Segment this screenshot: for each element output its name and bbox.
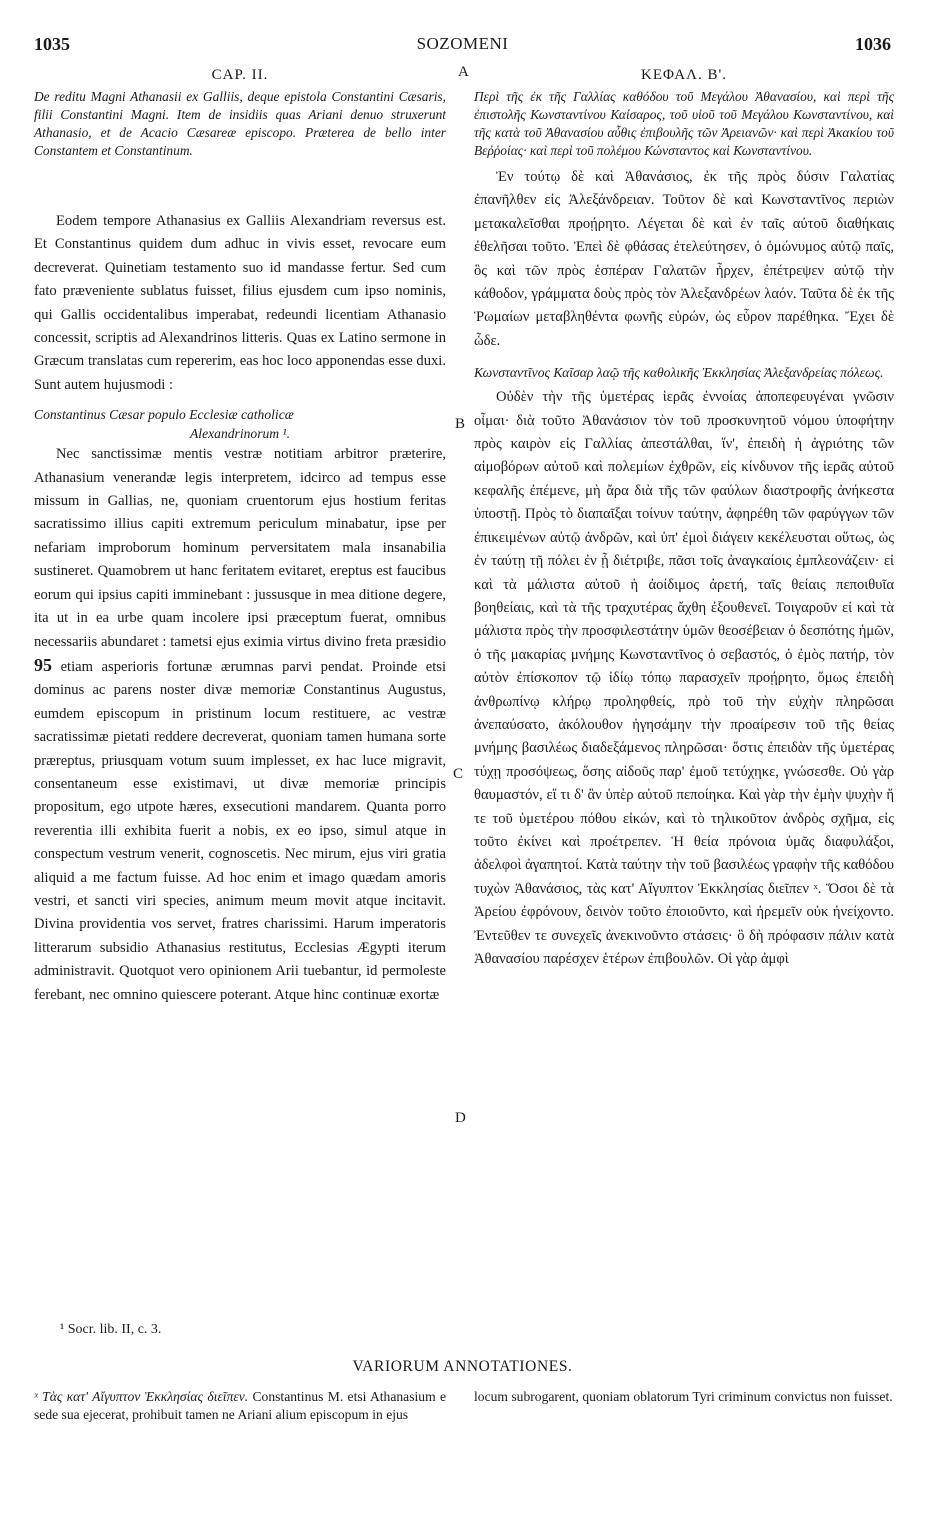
page-marker: 95 bbox=[34, 654, 52, 675]
chapter-summary-latin: De reditu Magni Athanasii ex Galliis, deque epistola Constantini Cæsaris, filii Constantini Magni. Item de insidiis quas Ariani denuo struxerunt Athanasio, et de Acacio Cæsareæ episcopo. Præterea de bello inter Constantem et Constantinum. bbox=[34, 89, 446, 158]
chapter-heading-greek: ΚΕΦΑΛ. Β'. bbox=[641, 67, 727, 83]
latin-paragraph-2 bbox=[34, 443, 446, 1007]
annotation-left bbox=[34, 1388, 446, 1423]
running-title: SOZOMENI bbox=[416, 34, 509, 53]
greek-letter-address: Κωνσταντῖνος Καῖσαρ λαῷ τῆς καθολικῆς Ἐκκλησίας Ἀλεξανδρείας πόλεως. bbox=[474, 365, 884, 381]
latin-paragraph-1: Eodem tempore Athanasius ex Galliis Alexandriam reversus est. Et Constantinus quidem dum adhuc in vivis esset, revocare eum decreverat. Quinetiam testamento suo id mandasse fertur. Sed cum fato præveniente sublatus fuisset, filius ejusdem cum ipso nominis, qui Gallis occidentalibus imperabat, redeundi licentiam Athanasio concessit, scriptis ad Alexandrinos litteris. Quas ex Latino sermone in Græcum translatas cum repererim, eas hoc loco apponendas esse duxi. Sunt autem hujusmodi : bbox=[34, 213, 446, 393]
annotation-right: locum subrogarent, quoniam oblatorum Tyri criminum convictus non fuisset. bbox=[474, 1389, 893, 1404]
margin-letter-a: A bbox=[458, 64, 469, 80]
footnote: ¹ Socr. lib. II, c. 3. bbox=[60, 1322, 162, 1337]
page-number-left: 1035 bbox=[34, 34, 70, 54]
page-number-right: 1036 bbox=[855, 34, 891, 54]
margin-letter-d: D bbox=[455, 1110, 466, 1126]
latin-letter-address: Constantinus Cæsar populo Ecclesiæ catholicæ bbox=[34, 407, 294, 423]
greek-column bbox=[474, 64, 894, 971]
greek-paragraph-1: Ἐν τούτῳ δὲ καὶ Ἀθανάσιος, ἐκ τῆς πρὸς δύσιν Γαλατίας ἐπανῆλθεν εἰς Ἀλεξάνδρειαν. Τοῦτον δὲ καὶ Κωνσταντῖνος περιὼν μετακαλεῖσθαι προῄρητο. Λέγεται δὲ καὶ ἐν ταῖς αὐτοῦ διαθήκαις ἐθελῆσαι τοῦτο. Ἐπεὶ δὲ φθάσας ἐτελεύτησεν, ὁ ὁμώνυμος αὐτῷ παῖς, ὃς καὶ τῶν πρὸς ἑσπέραν Γαλατῶν ἦρχεν, ἐπέτρεψεν αὐτῷ τὴν κάθοδον, γράμματα δοὺς πρὸς τὸν Ἀλεξανδρέων λαόν. Ταῦτα δὲ ἐκ τῆς Ῥωμαίων μεταβληθέντα φωνῆς εὑρών, ὡς εὗρον παρέθηκα. Ἔχει δὲ ὧδε. bbox=[474, 169, 894, 349]
latin-paragraph-2a: Nec sanctissimæ mentis vestræ notitiam arbitror præterire, Athanasium venerandæ legis interpretem, idcirco ad tempus esse missum in Gallias, ne, quoniam cruentorum ejus hostium feritas sacratissimo illius capiti extremum periculum minabatur, ipse per nefariam improborum hominum perversitatem mala insanabilia sustineret. Quamobrem ut hanc feritatem evitaret, ereptus est faucibus eorum qui ipsius capiti imminebant : jussusque in mea ditione degere, ita ut in ea urbe quam incolere ipsi præceptum fuerat, omnibus necessariis abundaret : tametsi ejus eximia virtus divino freta præsidio bbox=[34, 446, 446, 650]
greek-paragraph-2: Οὐδὲν τὴν τῆς ὑμετέρας ἱερᾶς ἐννοίας ἀποπεφευγέναι γνῶσιν οἶμαι· διὰ τοῦτο Ἀθανάσιον τὸν τοῦ προσκυνητοῦ νόμου ὑποφήτην πρὸς καιρὸν εἰς Γαλλίας ἀπεστάλθαι, ἵν', ἐπειδὴ ἡ ἀγριότης τῶν αἱμοβόρων αὐτοῦ καὶ πολεμίων ἐχθρῶν, εἰς κίνδυνον τῆς ἱερᾶς αὐτοῦ κεφαλῆς ἐπέμενε, μὴ ἄρα διὰ τῆς τῶν φαύλων διαστροφῆς ἀνήκεστα ὑποστῇ. Πρὸς τὸ διαπαῖξαι τοίνυν ταύτην, ἀφηρέθη τῶν φαρύγγων τῶν ἐπικειμένων αὐτῷ ἀνδρῶν, καὶ ὑπ' ἐμοὶ διάγειν κεκέλευσται οὕτως, ὡς ἐν ταύτῃ τῇ πόλει ἐν ᾗ διέτριβε, πᾶσι τοῖς ἀναγκαίοις ἐμπλεονάζειν· εἰ καὶ τὰ μάλιστα αὐτοῦ ἡ ἀοίδιμος ἀρετή, ταῖς θείαις πεποιθυῖα βοηθείαις, καὶ τὰ τῆς τραχυτέρας ἄχθη ἐξουθενεῖ. Τοιγαροῦν εἰ καὶ τὰ μάλιστα πρὸς τὴν προσφιλεστάτην ὑμῶν θεοσέβειαν ὁ δεσπότης ἡμῶν, ὁ τῆς μακαρίας μνήμης Κωνσταντῖνος ὁ σεβαστός, ὁ ἐμὸς πατήρ, τὸν αὐτὸν ἐπίσκοπον τῷ ἰδίῳ τόπῳ παρασχεῖν προῄρητο, ὅμως ἐπειδὴ ἀνθρωπίνῳ κλήρῳ προληφθείς, πρὸ τοῦ τὴν εὐχὴν πληρῶσαι ἀνεπαύσατο, ἀκόλουθον ἡγησάμην τὴν προαίρεσιν τοῦ τῆς θείας μνήμης βασιλέως διαδεξάμενος πληρῶσαι· ὅστις ἐπειδὰν τῆς ὑμετέρας τύχῃ προσόψεως, ὅσης αἰδοῦς παρ' ἐμοῦ τετύχηκε, γνώσεσθε. Οὐ γὰρ θαυμαστόν, εἴ τι δ' ἂν ὑπὲρ αὐτοῦ πεποίηκα. Καὶ γὰρ τὴν ἐμὴν ψυχὴν ἥ τε τοῦ ὑμετέρου πόθου εἰκών, καὶ τὸ τηλικοῦτον ἀνδρὸς σχῆμα, εἰς τοῦτο ἐκίνει καὶ προέτρεπεν. Ἡ θεία πρόνοια ὑμᾶς διαφυλάξοι, ἀδελφοὶ ἀγαπητοί. Κατὰ ταύτην τὴν τοῦ βασιλέως γραφὴν τῆς καθόδου τυχὼν Ἀθανάσιος, τὰς κατ' Αἴγυπτον Ἐκκλησίας διεῖπεν ˣ. Ὅσοι δὲ τὰ Ἀρείου ἐφρόνουν, δεινὸν τοῦτο ἐποιοῦντο, καὶ ἠρεμεῖν οὐκ ἠνείχοντο. Ἐντεῦθεν τε συνεχεῖς ἀνεκινοῦντο στάσεις· ὃ δὴ πρόφασιν πάλιν κατὰ Ἀθανασίου παρέσχεν ἑτέρων ἐπιβουλῶν. Οἱ γὰρ ἀμφὶ bbox=[474, 389, 894, 967]
latin-letter-address-2: Alexandrinorum ¹. bbox=[190, 426, 290, 442]
latin-paragraph-2b: etiam asperioris fortunæ ærumnas parvi pendat. Proinde etsi dominus ac parens noster divæ memoriæ Constantinus Augustus, eumdem episcopum in pristinum locum restituere, ac vestræ sacratissimæ pietati reddere decreverat, quoniam tamen humana sorte præreptus, priusquam votum suum implesset, ex hac luce migravit, consentaneum esse existimavi, ut divæ memoriæ principis propositum, ego utpote hæres, exsecutioni mandarem. Quanta porro reverentia illi exhibita fuerit a nobis, ex eo ipso, simul atque in conspectum vestrum venerit, cognoscetis. Nec mirum, ejus viri gratia aliquid a me factum fuisse. Ad hoc enim et imago quædam amoris vestri, et sancti viri species, animum meum movit atque incitavit. Divina providentia vos servet, fratres charissimi. Harum imperatoris litterarum subsidio Athanasius restitutus, Ecclesias Ægypti iterum administravit. Quotquot vero opinionem Arii tuebantur, id permoleste ferebant, nec omnino quiescere poterant. Atque hinc continuæ exortæ bbox=[34, 658, 447, 1003]
annotation-lemma: ˣ Τὰς κατ' Αἴγυπτον Ἐκκλησίας διεῖπεν. bbox=[34, 1389, 249, 1404]
margin-letter-b: B bbox=[455, 416, 466, 432]
annotation-left-text: Constantinus M. etsi Athanasium e sede sua ejecerat, prohibuit tamen ne Ariani alium episcopum in ejus bbox=[34, 1389, 446, 1422]
chapter-summary-greek: Περὶ τῆς ἐκ τῆς Γαλλίας καθόδου τοῦ Μεγάλου Ἀθανασίου, καὶ περὶ τῆς ἐπιστολῆς Κωνσταντίνου Καίσαρος, τοῦ υἱοῦ τοῦ Μεγάλου Κωνσταντίνου, καὶ τῆς κατὰ τοῦ Ἀθανασίου αὖθις ἐπιβουλῆς τῶν Ἀρειανῶν· καὶ περὶ Ἀκακίου τοῦ Βεῤῥοίας· καὶ περὶ τοῦ πολέμου Κώνσταντος καὶ Κωνσταντίνου. bbox=[474, 89, 894, 158]
annotations-heading: VARIORUM ANNOTATIONES. bbox=[352, 1358, 573, 1375]
latin-column bbox=[34, 64, 446, 1007]
margin-letter-c: C bbox=[453, 766, 464, 782]
chapter-heading-latin: CAP. II. bbox=[211, 67, 269, 83]
